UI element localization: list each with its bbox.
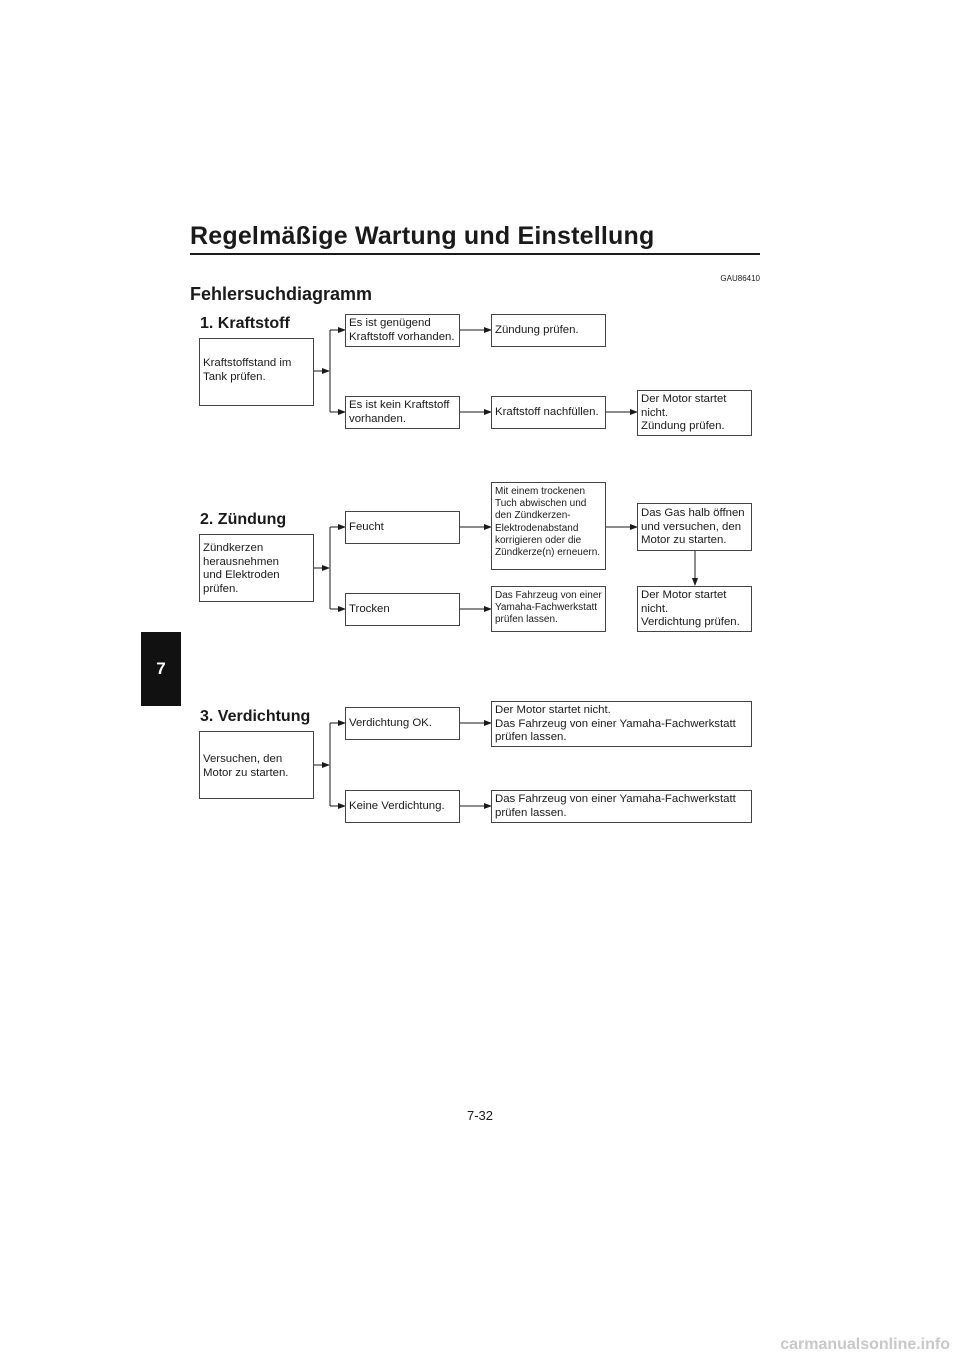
fuel-group-heading: 1. Kraftstoff <box>200 315 290 332</box>
ignition-start-box: Zündkerzen herausnehmen und Elektroden prüfen. <box>199 534 314 602</box>
compression-result-no-start-workshop: Der Motor startet nicht. Das Fahrzeug von einer Yamaha-Fachwerkstatt prüfen lassen. <box>491 701 752 747</box>
ignition-branch-wet: Feucht <box>345 511 460 544</box>
fuel-result-refill: Kraftstoff nachfüllen. <box>491 396 606 429</box>
fuel-branch-sufficient: Es ist genügend Kraftstoff vorhanden. <box>345 314 460 347</box>
fuel-branch-empty: Es ist kein Kraftstoff vorhanden. <box>345 396 460 429</box>
page-number: 7-32 <box>466 1108 494 1123</box>
ignition-result-clean-plugs: Mit einem trockenen Tuch abwischen und den Zündkerzen- Elektrodenabstand korrigieren oder die Zündkerze(n) erneuern. <box>491 482 606 570</box>
fuel-result-no-start: Der Motor startet nicht. Zündung prüfen. <box>637 390 752 436</box>
section-code: GAU86410 <box>720 274 760 283</box>
compression-start-box: Versuchen, den Motor zu starten. <box>199 731 314 799</box>
ignition-branch-dry: Trocken <box>345 593 460 626</box>
ignition-result-open-throttle: Das Gas halb öffnen und versuchen, den Motor zu starten. <box>637 503 752 551</box>
ignition-result-workshop: Das Fahrzeug von einer Yamaha-Fachwerkstatt prüfen lassen. <box>491 586 606 632</box>
chapter-tab: 7 <box>141 632 181 706</box>
compression-branch-none: Keine Verdichtung. <box>345 790 460 823</box>
section-heading: Fehlersuchdiagramm <box>190 284 373 304</box>
watermark: carmanualsonline.info <box>780 1336 950 1353</box>
fuel-result-check-ignition: Zündung prüfen. <box>491 314 606 347</box>
compression-group-heading: 3. Verdichtung <box>200 708 311 725</box>
ignition-group-heading: 2. Zündung <box>200 511 287 528</box>
compression-result-workshop: Das Fahrzeug von einer Yamaha-Fachwerkstatt prüfen lassen. <box>491 790 752 823</box>
ignition-result-check-compression: Der Motor startet nicht. Verdichtung prüfen. <box>637 586 752 632</box>
page-title: Regelmäßige Wartung und Einstellung <box>190 222 655 250</box>
compression-branch-ok: Verdichtung OK. <box>345 707 460 740</box>
fuel-start-box: Kraftstoffstand im Tank prüfen. <box>199 338 314 406</box>
